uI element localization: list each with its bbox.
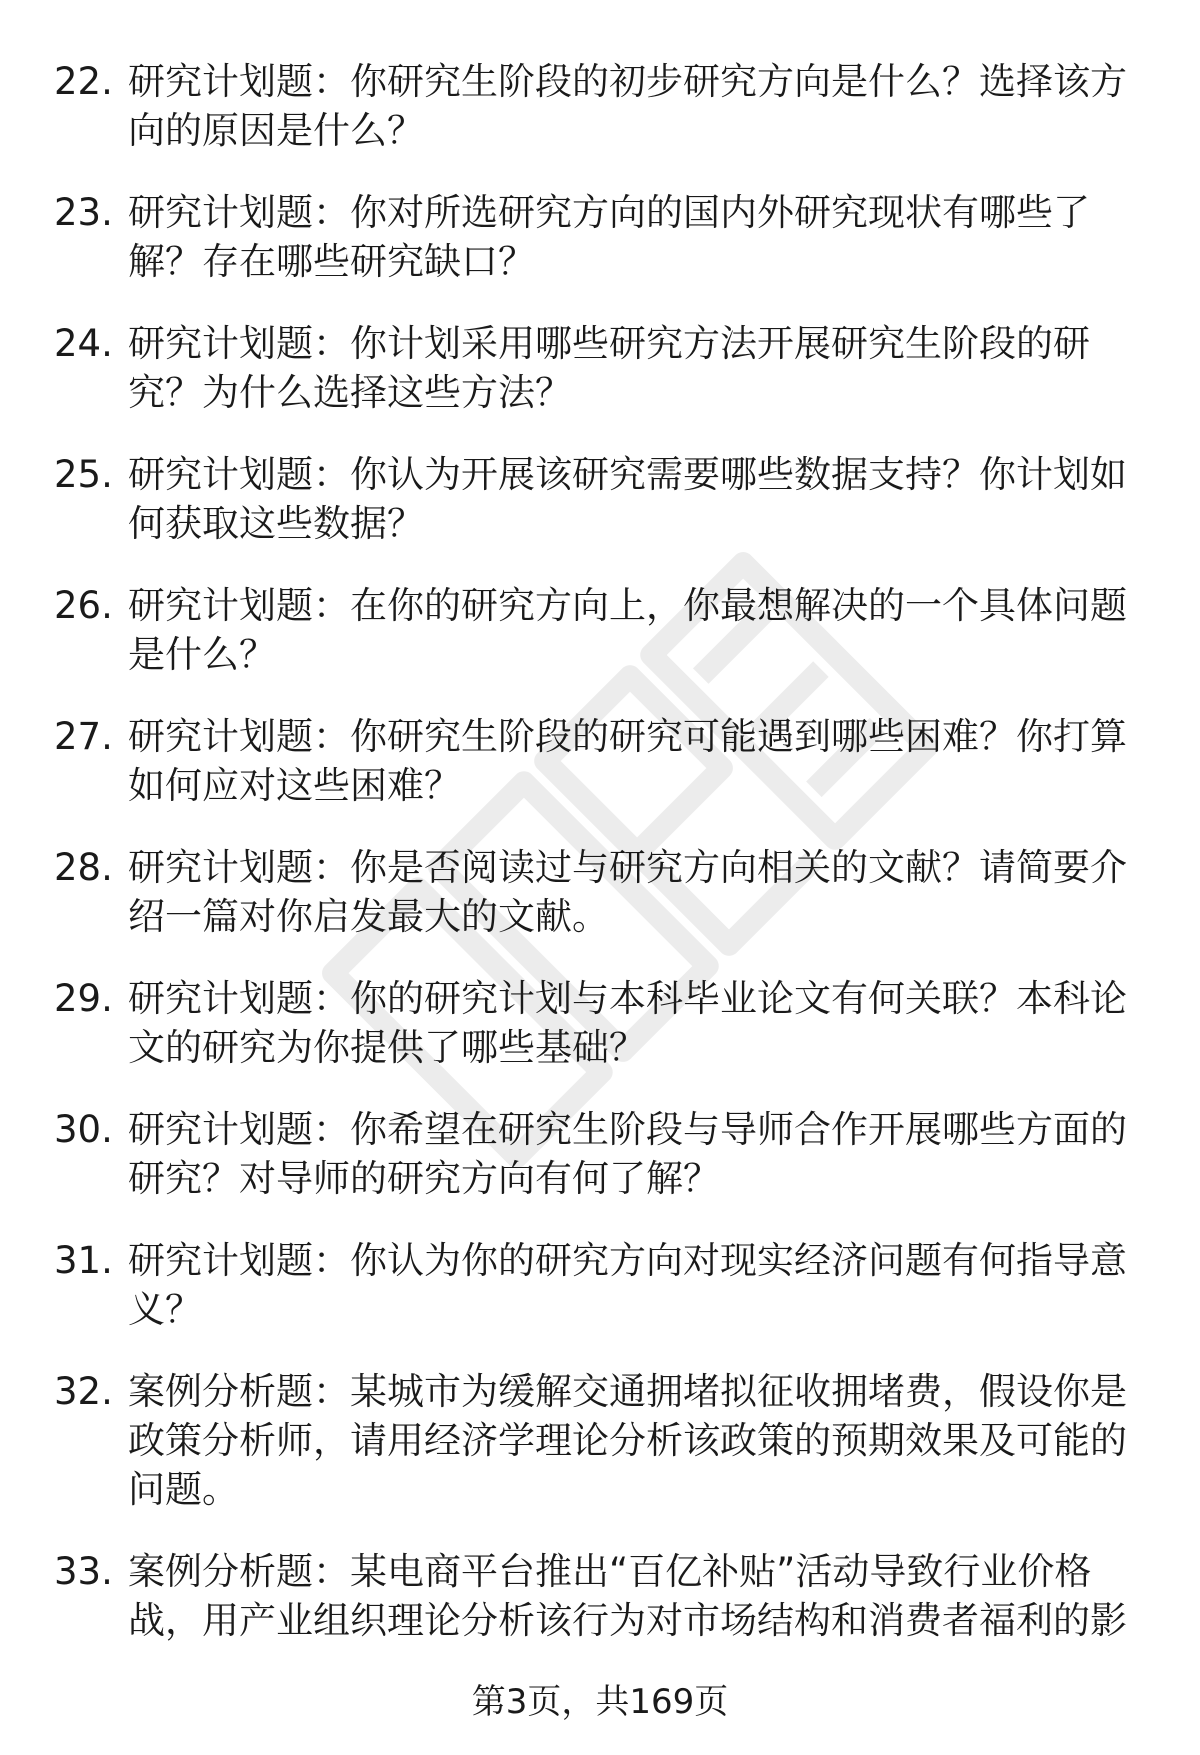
question-text: 研究计划题：你的研究计划与本科毕业论文有何关联？本科论文的研究为你提供了哪些基础？ (128, 977, 1127, 1069)
question-item (0, 1105, 1200, 1203)
question-item (0, 450, 1200, 548)
question-number: 23. (54, 191, 113, 234)
question-number: 29. (54, 977, 113, 1020)
question-item (0, 319, 1200, 417)
question-item (0, 974, 1200, 1072)
question-text: 研究计划题：你对所选研究方向的国内外研究现状有哪些了解？存在哪些研究缺口？ (128, 191, 1090, 283)
question-text: 研究计划题：在你的研究方向上，你最想解决的一个具体问题是什么？ (128, 584, 1127, 676)
question-text: 研究计划题：你研究生阶段的初步研究方向是什么？选择该方向的原因是什么？ (128, 60, 1127, 152)
question-text: 研究计划题：你认为开展该研究需要哪些数据支持？你计划如何获取这些数据？ (128, 453, 1127, 545)
question-item (0, 1367, 1200, 1514)
question-text: 案例分析题：某电商平台推出“百亿补贴”活动导致行业价格战，用产业组织理论分析该行为对市场结构和消费者福利的影 (128, 1550, 1127, 1642)
question-item (0, 188, 1200, 286)
question-number: 24. (54, 322, 113, 365)
question-number: 33. (54, 1550, 113, 1593)
question-text: 案例分析题：某城市为缓解交通拥堵拟征收拥堵费，假设你是政策分析师，请用经济学理论分析该政策的预期效果及可能的问题。 (128, 1370, 1127, 1511)
page-number-label: 第3页，共169页 (471, 1682, 729, 1722)
question-text: 研究计划题：你认为你的研究方向对现实经济问题有何指导意义？ (128, 1239, 1127, 1331)
question-item (0, 581, 1200, 679)
question-text: 研究计划题：你希望在研究生阶段与导师合作开展哪些方面的研究？对导师的研究方向有何了解？ (128, 1108, 1127, 1200)
question-number: 22. (54, 60, 113, 103)
question-item (0, 1547, 1200, 1645)
question-number: 27. (54, 715, 113, 758)
question-item (0, 712, 1200, 810)
question-number: 30. (54, 1108, 113, 1151)
page-footer (0, 1680, 1200, 1724)
question-text: 研究计划题：你是否阅读过与研究方向相关的文献？请简要介绍一篇对你启发最大的文献。 (128, 846, 1127, 938)
question-number: 32. (54, 1370, 113, 1413)
question-text: 研究计划题：你研究生阶段的研究可能遇到哪些困难？你打算如何应对这些困难？ (128, 715, 1127, 807)
question-number: 25. (54, 453, 113, 496)
question-number: 28. (54, 846, 113, 889)
question-item (0, 57, 1200, 155)
question-number: 31. (54, 1239, 113, 1282)
question-item (0, 1236, 1200, 1334)
question-text: 研究计划题：你计划采用哪些研究方法开展研究生阶段的研究？为什么选择这些方法？ (128, 322, 1090, 414)
question-item (0, 843, 1200, 941)
question-list (0, 57, 1200, 1678)
question-number: 26. (54, 584, 113, 627)
